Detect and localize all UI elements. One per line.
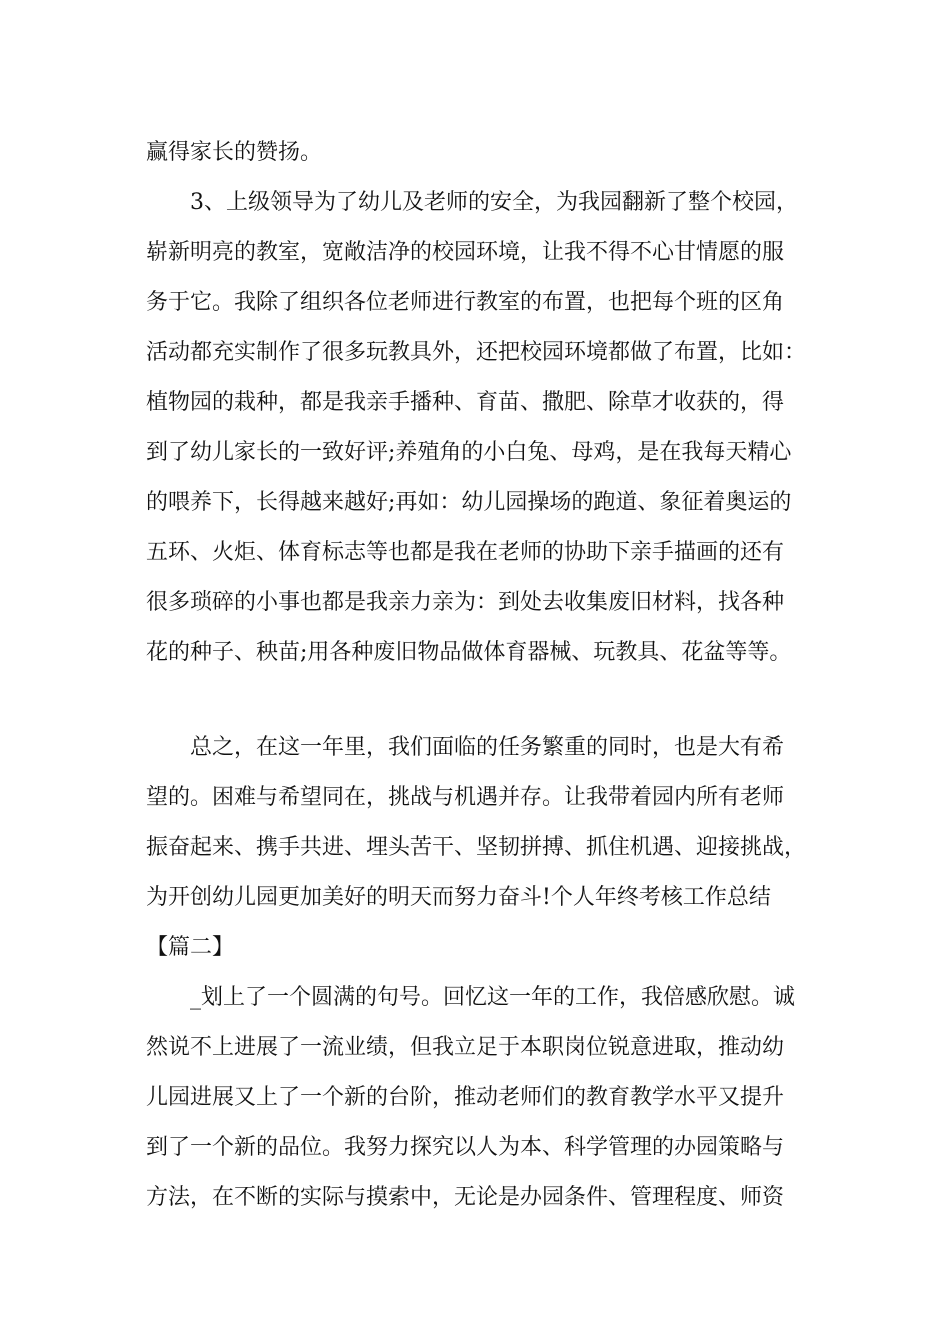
paragraph-part-two — [146, 973, 808, 1223]
text-line: 3、上级领导为了幼儿及老师的安全，为我园翻新了整个校园， — [190, 190, 798, 215]
paragraph-conclusion — [146, 723, 808, 973]
text-line: 儿园进展又上了一个新的台阶，推动老师们的教育教学水平又提升 — [146, 1085, 785, 1110]
text-line: 到了一个新的品位。我努力探究以人为本、科学管理的办园策略与 — [146, 1135, 785, 1160]
text-line: 的喂养下，长得越来越好;再如：幼儿园操场的跑道、象征着奥运的 — [146, 490, 792, 515]
text-line: 崭新明亮的教室，宽敞洁净的校园环境，让我不得不心甘情愿的服 — [146, 240, 785, 265]
text-line: 赢得家长的赞扬。 — [146, 140, 323, 165]
section-heading: 【篇二】 — [146, 935, 235, 960]
text-line: 振奋起来、携手共进、埋头苦干、坚韧拼搏、抓住机遇、迎接挑战， — [146, 835, 807, 860]
paragraph-continuation — [146, 128, 808, 178]
text-line: 五环、火炬、体育标志等也都是我在老师的协助下亲手描画的还有 — [146, 540, 785, 565]
text-line: 活动都充实制作了很多玩教具外，还把校园环境都做了布置，比如： — [146, 340, 807, 365]
text-line: 花的种子、秧苗;用各种废旧物品做体育器械、玩教具、花盆等等。 — [146, 640, 792, 665]
text-line: _划上了一个圆满的句号。回忆这一年的工作，我倍感欣慰。诚 — [190, 985, 796, 1010]
text-line: 植物园的栽种，都是我亲手播种、育苗、撒肥、除草才收获的，得 — [146, 390, 785, 415]
text-line: 然说不上进展了一流业绩，但我立足于本职岗位锐意进取，推动幼 — [146, 1035, 785, 1060]
text-line: 方法，在不断的实际与摸索中，无论是办园条件、管理程度、师资 — [146, 1185, 785, 1210]
text-line: 总之，在这一年里，我们面临的任务繁重的同时，也是大有希 — [190, 735, 785, 760]
text-line: 为开创幼儿园更加美好的明天而努力奋斗!个人年终考核工作总结 — [146, 885, 771, 910]
paragraph-campus-renovation — [146, 178, 808, 678]
text-line: 到了幼儿家长的一致好评;养殖角的小白兔、母鸡，是在我每天精心 — [146, 440, 792, 465]
text-line: 务于它。我除了组织各位老师进行教室的布置，也把每个班的区角 — [146, 290, 785, 315]
text-line: 很多琐碎的小事也都是我亲力亲为：到处去收集废旧材料，找各种 — [146, 590, 785, 615]
text-line: 望的。困难与希望同在，挑战与机遇并存。让我带着园内所有老师 — [146, 785, 785, 810]
